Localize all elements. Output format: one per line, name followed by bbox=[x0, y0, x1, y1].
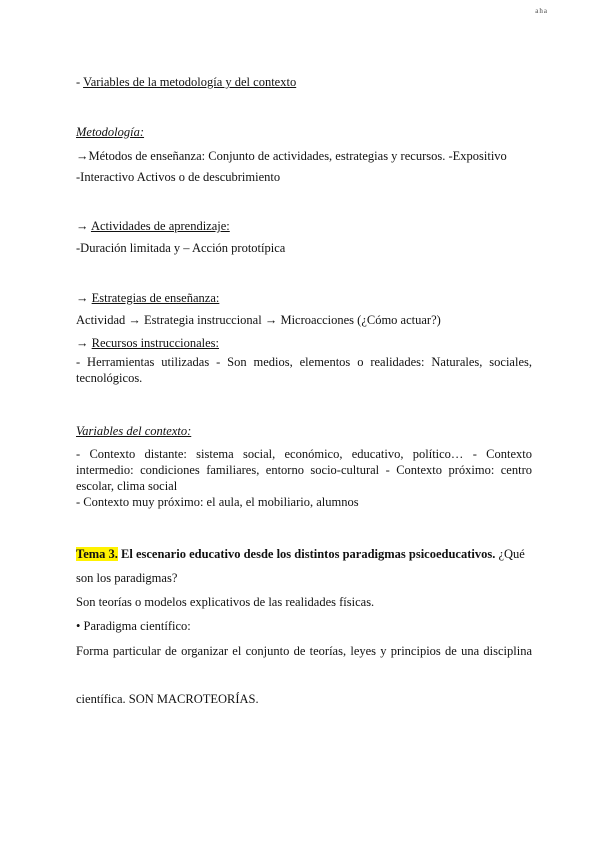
topic-heading-tema3 bbox=[76, 546, 532, 562]
subheading-text: Recursos instruccionales: bbox=[91, 336, 220, 350]
subheading-contexto: Variables del contexto: bbox=[76, 424, 192, 438]
subheading-actividades bbox=[76, 218, 532, 234]
paragraph-duracion: -Duración limitada y – Acción prototípica bbox=[76, 241, 286, 255]
arrow: → bbox=[76, 291, 92, 305]
paragraph-muy-proximo: - Contexto muy próximo: el aula, el mobiliario, alumnos bbox=[76, 495, 359, 509]
subheading-text: Estrategias de enseñanza: bbox=[91, 291, 220, 305]
arrow: → bbox=[76, 336, 92, 350]
subheading-recursos bbox=[76, 335, 532, 351]
paragraph-herramientas: - Herramientas utilizadas - Son medios, elementos o realidades: Naturales, sociales, tecnológicos. bbox=[76, 355, 532, 385]
paragraph-teorias: Son teorías o modelos explicativos de las realidades físicas. bbox=[76, 595, 375, 609]
paragraph-actividad: Actividad → Estrategia instruccional → Microacciones (¿Cómo actuar?) bbox=[76, 313, 441, 327]
subheading-metodologia: Metodología: bbox=[76, 125, 145, 139]
paragraph-forma: Forma particular de organizar el conjunto de teorías, leyes y principios de una disciplina bbox=[76, 644, 532, 658]
topic-label-highlight: Tema 3. bbox=[76, 547, 118, 561]
paragraph-contextos: - Contexto distante: sistema social, económico, educativo, político… - Contexto intermedio: condiciones familiares, entorno socio-cultural - Contexto próximo: centro escolar, clima social bbox=[76, 447, 532, 493]
subheading-estrategias bbox=[76, 290, 532, 306]
page-header-mark: aha bbox=[535, 7, 548, 15]
paragraph-macroteorias: científica. SON MACROTEORÍAS. bbox=[76, 692, 259, 706]
paragraph-metodos: →Métodos de enseñanza: Conjunto de actividades, estrategias y recursos. -Expositivo bbox=[76, 149, 507, 163]
dash: - bbox=[76, 75, 84, 89]
paragraph-paradigmas-q: son los paradigmas? bbox=[76, 571, 178, 585]
arrow: → bbox=[76, 219, 91, 233]
topic-question: ¿Qué bbox=[495, 547, 525, 561]
bullet-paradigma-cientifico: • Paradigma científico: bbox=[76, 619, 191, 633]
heading-text: Variables de la metodología y del contexto bbox=[83, 75, 297, 89]
subheading-text: Actividades de aprendizaje: bbox=[90, 219, 230, 233]
paragraph-interactivo: -Interactivo Activos o de descubrimiento bbox=[76, 170, 281, 184]
topic-title: El escenario educativo desde los distintos paradigmas psicoeducativos. bbox=[117, 547, 496, 561]
section-heading-variables bbox=[76, 74, 532, 90]
